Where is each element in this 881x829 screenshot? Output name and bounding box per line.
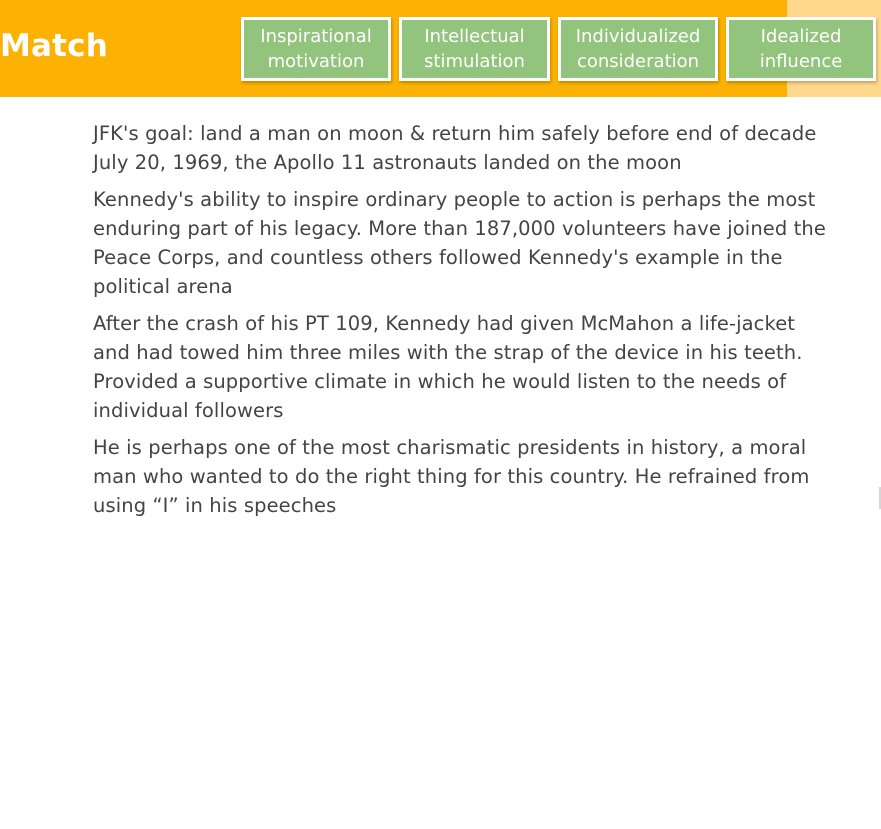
content-area: [93, 119, 853, 528]
header-bar: [0, 0, 881, 97]
tile-label: Individualized consideration: [575, 26, 701, 72]
page-title: Match: [0, 28, 109, 64]
statement-charismatic[interactable]: He is perhaps one of the most charismatic presidents in history, a moral man who wanted to do the right thing for this country. He refrained from using “I” in his speeches: [93, 436, 810, 517]
statement-inspire[interactable]: Kennedy's ability to inspire ordinary people to action is perhaps the most enduring part of his legacy. More than 187,000 volunteers have joined the Peace Corps, and countless others followed Kennedy's example in the political arena: [93, 188, 826, 298]
tile-label: Inspirational motivation: [260, 26, 372, 72]
tile-inspirational-motivation[interactable]: [241, 17, 391, 81]
tile-individualized-consideration[interactable]: [558, 17, 718, 81]
tile-idealized-influence[interactable]: [726, 17, 876, 81]
tile-intellectual-stimulation[interactable]: [399, 17, 550, 81]
tile-label: Intellectual stimulation: [424, 26, 525, 72]
tile-label: Idealized influence: [759, 26, 843, 72]
statement-goal[interactable]: JFK's goal: land a man on moon & return him safely before end of decade July 20, 1969, the Apollo 11 astronauts landed on the moon: [93, 122, 817, 174]
statement-pt109[interactable]: After the crash of his PT 109, Kennedy had given McMahon a life-jacket and had towed him three miles with the strap of the device in his teeth. Provided a supportive climate in which he would listen to the needs of individual followers: [93, 312, 803, 422]
